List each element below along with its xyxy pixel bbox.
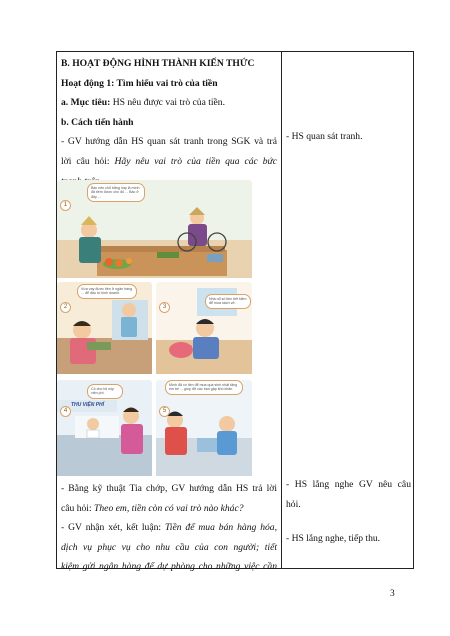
speech-bubble-2: Vừa vay được tiền ở ngân hàng ... để đầu tư kinh doanh. <box>77 284 137 299</box>
step1-line2 <box>61 152 277 172</box>
step3-line1-plain: - GV nhận xét, kết luận: <box>61 522 165 534</box>
hospital-sign: THU VIỆN PHÍ <box>71 402 105 408</box>
step1-line1: - GV hướng dẫn HS quan sát tranh trong SGK và trả <box>61 136 277 148</box>
objective-line <box>61 93 277 113</box>
column-divider <box>281 52 282 568</box>
step3-line3: kiệm gửi ngân hàng để dự phòng cho những việc cần <box>61 561 277 573</box>
procedure-label: b. Cách tiến hành <box>61 116 134 128</box>
student-item-1: - HS quan sát tranh. <box>286 131 363 142</box>
objective-text: HS nêu được vai trò của tiền. <box>110 97 226 109</box>
panel-3-number: 3 <box>159 302 170 313</box>
teacher-activity-column <box>61 54 277 191</box>
student-item-3: - HS lắng nghe, tiếp thu. <box>286 533 381 544</box>
student-activity-column <box>286 52 411 568</box>
step1-line2-plain: lời câu hỏi: <box>61 155 115 167</box>
step3-line1-italic: Tiền để mua bán hàng hóa, <box>164 522 277 534</box>
panel-1-number: 1 <box>60 200 71 211</box>
student-item-2-line1: - HS lắng nghe GV nêu câu <box>286 479 411 490</box>
step1-line2-italic: Hãy nêu vai trò của tiền qua các bức <box>114 155 278 167</box>
speech-bubble-1: Bác nên chỗ bằng này là mình đã tiêm được cho đủ ... Bác ở đây ... <box>87 183 145 202</box>
step2-line2-italic: Theo em, tiền còn có vai trò nào khác? <box>94 502 244 514</box>
step2-line1: - Bằng kỹ thuật Tia chớp, GV hướng dẫn HS trả lời <box>61 483 277 494</box>
page-number: 3 <box>390 589 395 599</box>
speech-bubble-5: Mình đã có tiền để mua quà sinh nhật tặng em bé ... giúp đỡ các bạn gặp khó khăn. <box>165 380 243 395</box>
step2-line2-plain: câu hỏi: <box>61 502 95 514</box>
step3-line1 <box>61 518 277 538</box>
student-item-2-line2: hỏi. <box>286 498 301 510</box>
lesson-table <box>56 51 414 573</box>
speech-bubble-4: Cô cho tôi nộp viện phí. <box>87 384 123 399</box>
illustration-drawing <box>57 180 252 476</box>
section-title: B. HOẠT ĐỘNG HÌNH THÀNH KIẾN THỨC <box>61 58 255 69</box>
speech-bubble-3: Nhà nổ số tiền tiết kiệm để mua sách vở. <box>205 294 251 309</box>
activity-title: Hoạt động 1: Tìm hiểu vai trò của tiền <box>61 77 218 89</box>
textbook-illustration <box>57 180 252 476</box>
panel-2-number: 2 <box>60 302 71 313</box>
step3-line2: dịch vụ phục vụ cho nhu cầu của con người; tiết <box>61 541 277 553</box>
student-item-2 <box>286 475 411 514</box>
step2-line2 <box>61 499 277 519</box>
objective-label: a. Mục tiêu: <box>61 97 111 109</box>
panel-5-number: 5 <box>159 406 170 417</box>
panel-4-number: 4 <box>60 406 71 417</box>
teacher-activity-column-lower <box>61 479 277 577</box>
